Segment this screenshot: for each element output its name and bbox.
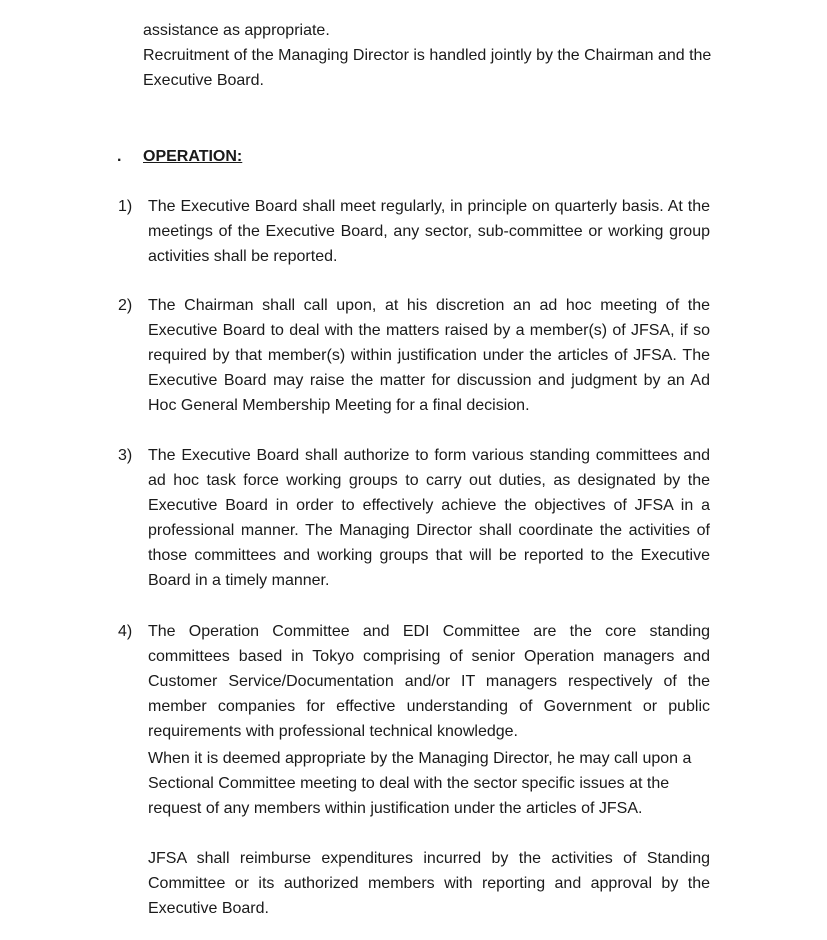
- item-number: 2): [118, 297, 133, 314]
- item-number: 1): [118, 198, 133, 215]
- item-text: The Executive Board shall authorize to form various standing committees and ad hoc task force working groups to carry out duties, as designated by the Executive Board in order to effectively achieve the objectives of JFSA in a professional manner. The Managing Director shall coordinate the activities of those committees and working groups that will be reported to the Executive Board in a timely manner.: [148, 447, 710, 589]
- section-marker: .: [117, 148, 122, 165]
- item-number: 3): [118, 447, 133, 464]
- section-heading: OPERATION:: [143, 148, 243, 165]
- item-text: The Operation Committee and EDI Committee are the core standing committees based in Tokyo comprising of senior Operation managers and Customer Service/Documentation and/or IT managers respectively of the member companies for effective understanding of Government or public requirements with professional technical knowledge.: [148, 623, 710, 740]
- item-text: The Executive Board shall meet regularly, in principle on quarterly basis. At the meetings of the Executive Board, any sector, sub-committee or working group activities shall be reported.: [148, 198, 710, 265]
- reimbursement-paragraph: JFSA shall reimburse expenditures incurred by the activities of Standing Committee or its authorized members with reporting and approval by the Executive Board.: [148, 850, 710, 917]
- sectional-committee-paragraph: When it is deemed appropriate by the Managing Director, he may call upon a Sectional Committee meeting to deal with the sector specific issues at the request of any members within justification under the articles of JFSA.: [148, 750, 692, 817]
- item-number: 4): [118, 623, 133, 640]
- item-text: The Chairman shall call upon, at his discretion an ad hoc meeting of the Executive Board to deal with the matters raised by a member(s) of JFSA, if so required by that member(s) within justification under the articles of JFSA. The Executive Board may raise the matter for discussion and judgment by an Ad Hoc General Membership Meeting for a final decision.: [148, 297, 710, 414]
- recruitment-paragraph: Recruitment of the Managing Director is handled jointly by the Chairman and the Executive Board.: [143, 47, 712, 89]
- intro-line: assistance as appropriate.: [143, 22, 330, 39]
